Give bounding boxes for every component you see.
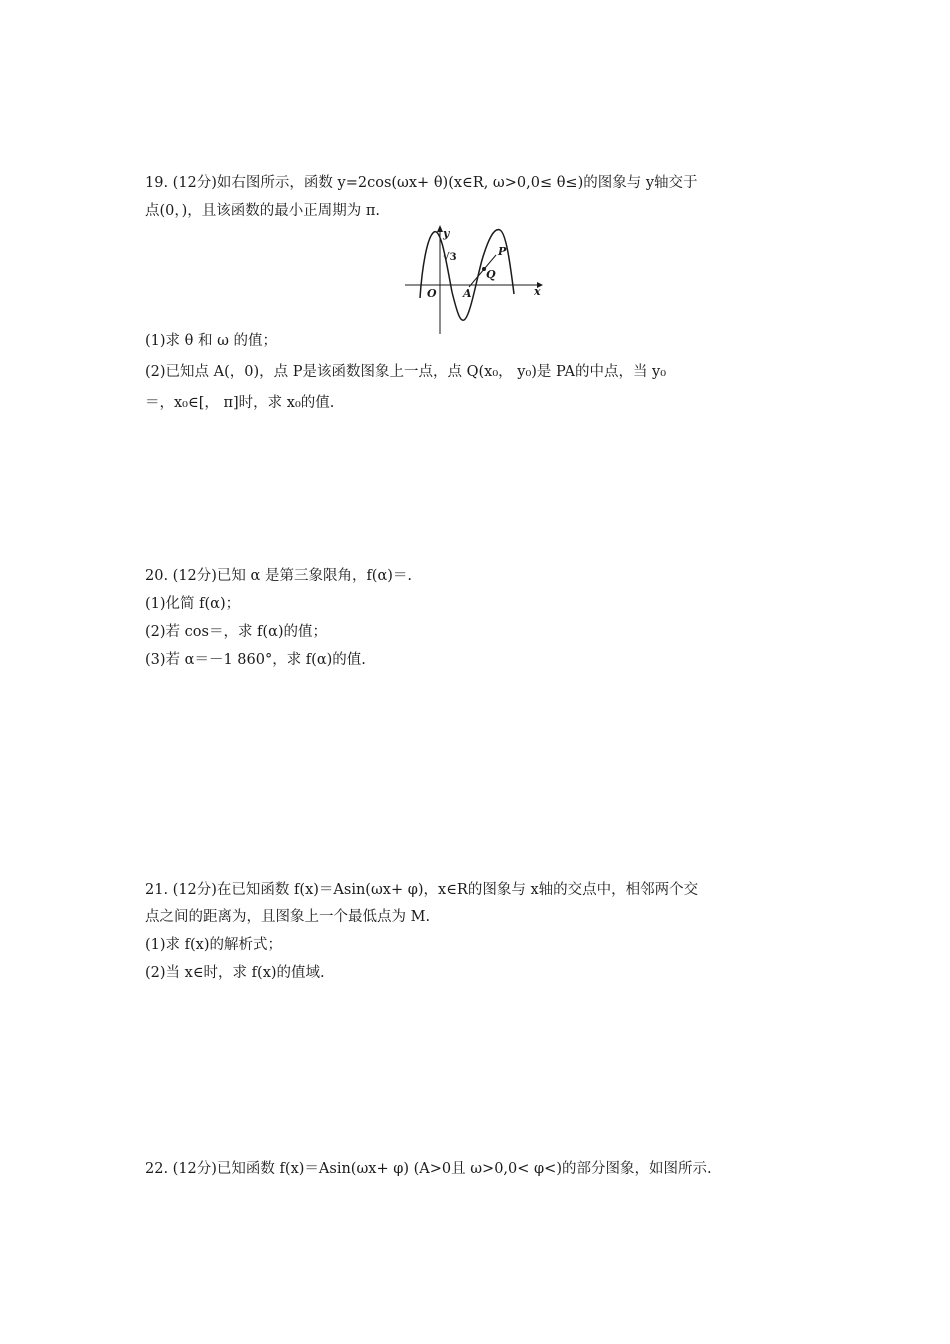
cosine-curve	[420, 230, 514, 321]
q19-part-2-line-1: (2)已知点 A(，0)，点 P是该函数图象上一点，点 Q(x₀， y₀)是 PA的中点，当 y₀	[145, 364, 667, 380]
q21-line-2: 点之间的距离为，且图象上一个最低点为 M.	[145, 909, 431, 925]
q21-part-1: (1)求 f(x)的解析式；	[145, 937, 283, 953]
q21-part-2: (2)当 x∈时，求 f(x)的值域.	[145, 965, 325, 981]
q19-line-1: 19. (12分)如右图所示，函数 y=2cos(ωx+ θ)(x∈R, ω>0,0≤ θ≤)的图象与 y轴交于	[145, 175, 698, 191]
q21-line-1: 21. (12分)在已知函数 f(x)＝Asin(ωx+ φ)，x∈R的图象与 x轴的交点中，相邻两个交	[145, 882, 699, 898]
sqrt3-label: √3	[443, 252, 457, 263]
cosine-graph-figure	[400, 222, 550, 337]
q19-part-1: (1)求 θ 和 ω 的值；	[145, 333, 278, 349]
point-a-label: A	[463, 287, 472, 300]
q20-part-1: (1)化简 f(α)；	[145, 596, 241, 612]
origin-label: O	[427, 287, 437, 300]
point-q-label: Q	[486, 268, 496, 281]
q22-line-1: 22. (12分)已知函数 f(x)＝Asin(ωx+ φ) (A>0且 ω>0,0< φ<)的部分图象，如图所示.	[145, 1161, 712, 1177]
point-p-label: P	[498, 245, 507, 258]
x-axis-label: x	[534, 285, 541, 298]
q20-part-3: (3)若 α＝－1 860°，求 f(α)的值.	[145, 652, 366, 668]
q20-part-2: (2)若 cos＝，求 f(α)的值；	[145, 624, 328, 640]
y-axis-label: y	[443, 227, 450, 240]
q19-line-2: 点(0，)，且该函数的最小正周期为 π.	[145, 203, 381, 219]
q20-line-1: 20. (12分)已知 α 是第三象限角，f(α)＝.	[145, 568, 413, 584]
q19-part-2-line-2: ＝，x₀∈[， π]时，求 x₀的值.	[145, 395, 335, 411]
